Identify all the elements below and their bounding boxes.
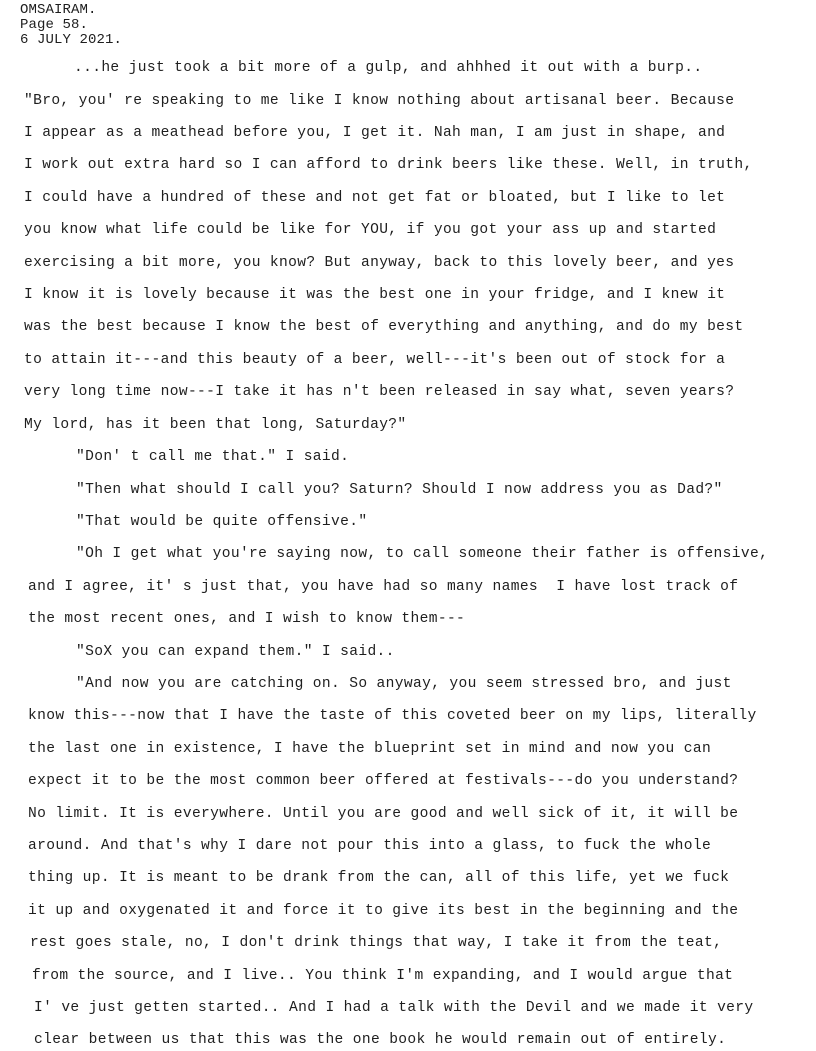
text-line: I' ve just getten started.. And I had a talk with the Devil and we made it very	[34, 1000, 754, 1016]
text-line: "Bro, you' re speaking to me like I know nothing about artisanal beer. Because	[24, 93, 735, 109]
text-line: My lord, has it been that long, Saturday?"	[24, 417, 407, 433]
text-line: to attain it---and this beauty of a beer, well---it's been out of stock for a	[24, 352, 726, 368]
text-line: very long time now---I take it has n't been released in say what, seven years?	[24, 384, 735, 400]
text-line: No limit. It is everywhere. Until you are good and well sick of it, it will be	[28, 806, 739, 822]
text-line: expect it to be the most common beer offered at festivals---do you understand?	[28, 773, 739, 789]
text-line: I know it is lovely because it was the best one in your fridge, and I knew it	[24, 287, 726, 303]
text-line: clear between us that this was the one book he would remain out of entirely.	[34, 1032, 727, 1048]
text-line: exercising a bit more, you know? But anyway, back to this lovely beer, and yes	[24, 255, 735, 271]
text-line: ...he just took a bit more of a gulp, and ahhhed it out with a burp..	[74, 60, 703, 76]
text-line: "Oh I get what you're saying now, to call someone their father is offensive,	[76, 546, 769, 562]
text-line: "And now you are catching on. So anyway, you seem stressed bro, and just	[76, 676, 732, 692]
header-title: OMSAIRAM.	[20, 2, 97, 18]
text-line: I could have a hundred of these and not get fat or bloated, but I like to let	[24, 190, 726, 206]
text-line: it up and oxygenated it and force it to give its best in the beginning and the	[28, 903, 739, 919]
text-line: "Then what should I call you? Saturn? Should I now address you as Dad?"	[76, 482, 723, 498]
text-line: around. And that's why I dare not pour this into a glass, to fuck the whole	[28, 838, 712, 854]
text-line: "Don' t call me that." I said.	[76, 449, 350, 465]
text-line: rest goes stale, no, I don't drink things that way, I take it from the teat,	[30, 935, 723, 951]
text-line: thing up. It is meant to be drank from the can, all of this life, yet we fuck	[28, 870, 730, 886]
page-header	[20, 3, 122, 48]
page-number: Page 58.	[20, 17, 89, 33]
page-date: 6 JULY 2021.	[20, 32, 123, 48]
text-line: you know what life could be like for YOU, if you got your ass up and started	[24, 222, 717, 238]
text-line: was the best because I know the best of everything and anything, and do my best	[24, 319, 744, 335]
text-line: "That would be quite offensive."	[76, 514, 368, 530]
text-line: from the source, and I live.. You think I'm expanding, and I would argue that	[32, 968, 734, 984]
text-line: and I agree, it' s just that, you have had so many names I have lost track of	[28, 579, 739, 595]
text-line: "SoX you can expand them." I said..	[76, 644, 395, 660]
text-line: the last one in existence, I have the blueprint set in mind and now you can	[28, 741, 712, 757]
text-line: I appear as a meathead before you, I get it. Nah man, I am just in shape, and	[24, 125, 726, 141]
text-line: the most recent ones, and I wish to know them---	[28, 611, 466, 627]
text-line: I work out extra hard so I can afford to drink beers like these. Well, in truth,	[24, 157, 753, 173]
text-line: know this---now that I have the taste of this coveted beer on my lips, literally	[28, 708, 757, 724]
